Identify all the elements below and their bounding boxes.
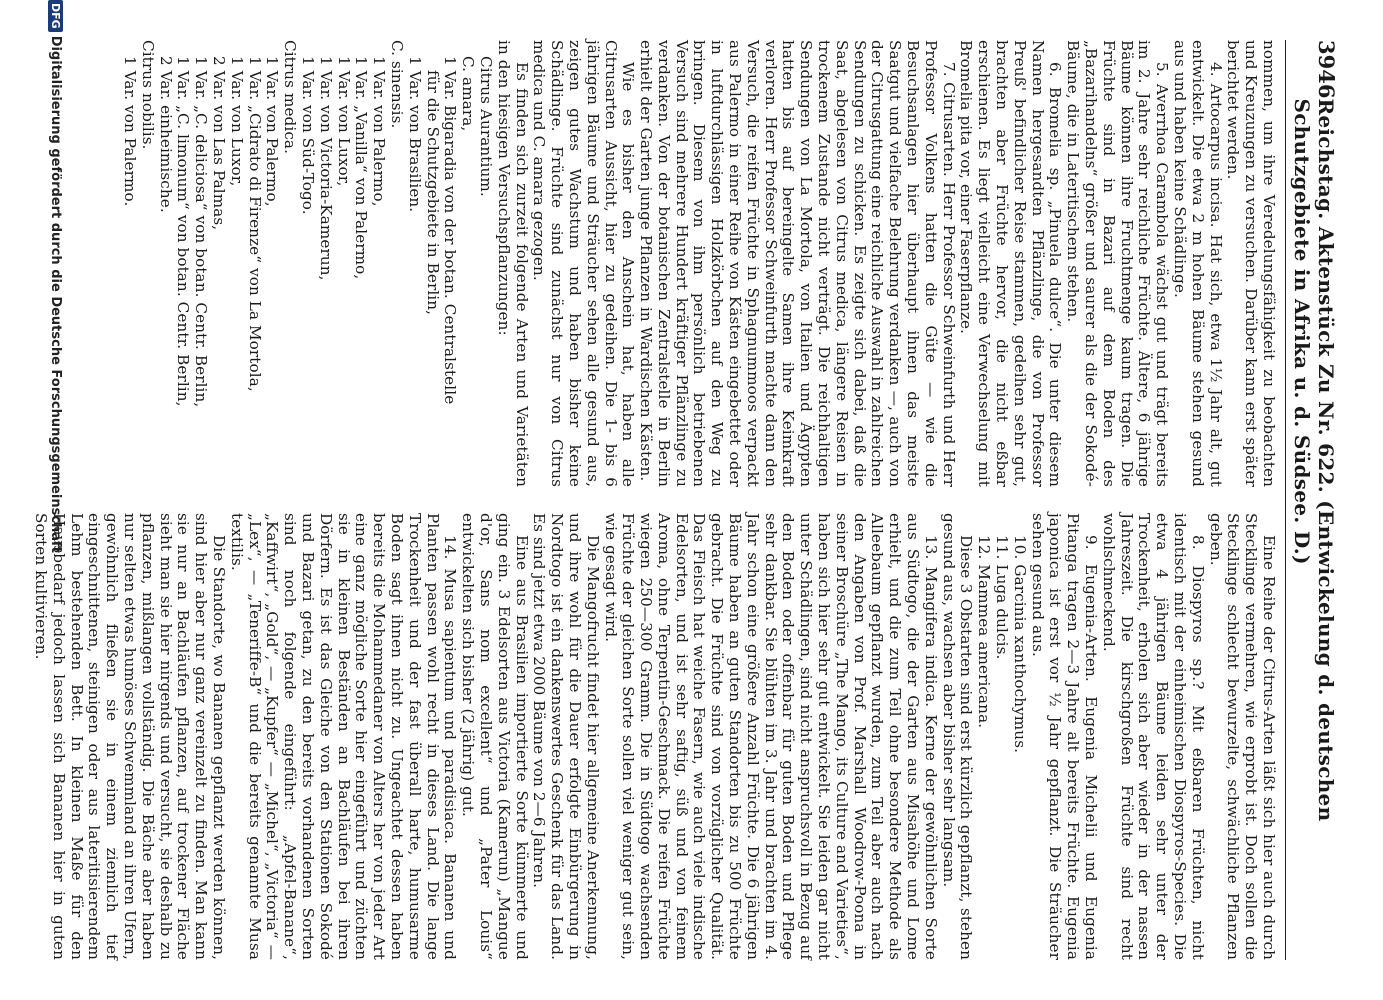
list-item: 1 Var. von Palermo, — [370, 56, 389, 207]
list-item: 1 Var. von Victoria-Kamerun, — [316, 56, 335, 281]
right-column — [31, 513, 1277, 960]
paragraph: 11. Luga dulcis. — [993, 535, 1012, 660]
variety-list — [120, 40, 494, 487]
list-item: 2 Var. einheimische. — [156, 56, 175, 213]
running-title: Reichstag. Aktenstück Zu Nr. 622. (Entwickelung d. deutschen Schutzgebiete in Afrika u. d. Südsee. D.) — [1290, 98, 1338, 822]
page-header — [1285, 40, 1339, 960]
paragraph: Wie es bisher den Anschein hat, haben alle Citrusarten Aussicht, hier zu gedeihen. Die 1- bis 6 jährigen Bäume und Sträucher sehen alle gesund aus, zeigen gutes Wachstum und haben bisher keine Schädlinge. Früchte sind zunächst nur von Citrus medica und C. amara gezogen. — [530, 40, 638, 487]
list-item: 1 Var. Bigaradia von der botan. Centralstelle — [441, 56, 460, 405]
page-number: 3946 — [1314, 40, 1339, 99]
digitization-credit — [48, 0, 63, 1000]
credit-text: Digitalisierung gefördert durch die Deutsche Forschungsgemeinschaft — [48, 35, 63, 553]
list-item: 1 Var. von Luxor, — [227, 56, 246, 187]
left-column — [31, 40, 1277, 487]
paragraph: 10. Garcinia xanthochymus. — [1010, 535, 1029, 754]
paragraph: Es finden sich zurzeit folgende Arten und Varietäten in den hiesigen Versuchspflanzungen: — [494, 40, 531, 487]
paragraph: 12. Mammea americana. — [975, 535, 994, 729]
list-item: C. amara, — [459, 56, 478, 132]
paragraph: nommen, um ihre Veredelungsfähigkeit zu beobachten und Kreuzungen zu versuchen. Darüber kann erst später berichtet werden. — [1224, 40, 1278, 487]
list-item: 1 Var. „C. limonum“ von botan. Centr. Berlin, — [174, 56, 193, 407]
paragraph: 13. Mangifera indica. Kerne der gewöhnlichen Sorte aus Südtogo, die der Garten aus Misahöhe und Lome erhielt, und die zum Teil ohne besondere Methode als Alleebaum gepflanzt wurden, zum Teil aber auch nach den Angaben von Prof. Marshall Woodrow-Poona in seiner Broschüre „The Mango, its Culture and Varieties“, haben sich hier sehr gut entwickelt. Sie leiden gar nicht unter Schädlingen, sind nicht anspruchsvoll in Bezug auf den Boden oder offenbar für guten Boden und Pflege sehr dankbar. Sie blühten im 3. Jahr und brachten im 4. Jahr schon eine größere Anzahl Früchte. Die 6 jährigen Bäume haben an guten Standorten bis zu 500 Früchte gebracht. Die Früchte sind von vorzüglicher Qualität. Das Fleisch hat weiche Fasern, wie auch viele indische Edelsorten, und ist sehr saftig, süß und von feinem Aroma, ohne Terpentin-Geschmack. Die reifen Früchte wiegen 250—300 Gramm. Die in Südtogo wachsenden Früchte der gleichen Sorte sollen viel weniger gut sein, wie gesagt wird. — [601, 513, 940, 960]
list-item: 1 Var. von Palermo, — [263, 56, 282, 207]
paragraph: 9. Eugenia-Arten. Eugenia Michelii und Eugenia Pitanga tragen 2—3 Jahre alt bereits Früchte. Eugenia japonica ist erst vor ½ Jahr gepflanzt. Die Sträucher sehen gesund aus. — [1028, 513, 1101, 960]
paragraph: Diese 3 Obstarten sind erst kürzlich gepflanzt, stehen gesund aus, wachsen aber bisher sehr langsam. — [939, 513, 976, 960]
paragraph: Die Standorte, wo Bananen gepflanzt werden können, sind hier aber nur ganz vereinzelt zu finden. Man kann sie nur an Bachläufen pflanzen, auf trockener Fläche sieht man sie hier nirgends und versucht, sie deshalb zu pflanzen, mißlangen vollständig. Die Bäche aber haben nur selten etwas humöses Schwemmland an ihren Ufern, gewöhnlich fließen sie in einem ziemlich tief eingeschnittenen, steinigen oder aus lateritisierendem Lehm bestehenden Bett. In kleinen Maße für den Hausbedarf jedoch lassen sich Bananen hier in guten Sorten kultivieren. — [32, 513, 228, 960]
paragraph: 7. Citrusarten. Herr Professor Schweinfurth und Herr Professor Volkens hatten die Güte — wie die Besuchsanlagen hier überhaupt ihnen das meiste Saatgut und vielfache Belehrung verdanken —, auch von der Citrusgattung eine reichliche Auswahl in zahlreichen Sendungen zu schicken. Es zeigte sich dabei, daß die Saat, abgelesen von Citrus medica, längere Reisen in trockenem Zustande nicht verträgt. Die reichhaltigen Sendungen von La Mortola, von Italien und Ägypten hatten bis auf bereingelte Samen ihre Keimkraft verloren. Herr Professor Schweinfurth machte dann den Versuch, die reifen Früchte in Sphagnummoos verpackt aus Palermo in einer Reihe von Kästen eingebettet oder in luftdurchlässigen Holzkörbchen auf den Weg zu bringen. Diesem von ihm persönlich betriebenen Versuch sind mehrere Hundert kräftiger Pflänzlinge zu verdanken. Von der botanischen Zentralstelle in Berlin erhielt der Garten junge Pflanzen in Wardischen Kästen. — [637, 40, 958, 487]
paragraph: 8. Diospyros sp.? Mit eßbaren Früchten, nicht identisch mit der einheimischen Diospyros-Species. Die etwa 4 jährigen Bäume leiden sehr unter der Trockenheit, erholen sich aber wieder in der nassen Jahreszeit. Die kirschgroßen Früchte sind recht wohlschmeckend. — [1099, 513, 1207, 960]
paragraph: Eine aus Brasilien importierte Sorte kümmerte und ging ein. 3 Edelsorten aus Victoria (Kamerun) „Mangue d'or, Sans nom excellent“ und „Pater Louis“ entwickelten sich bisher (2 jährig) gut. — [459, 513, 531, 960]
paragraph: 14. Musa sapientum und paradisiaca. Bananen und Planten passen wohl recht in dieses Land. Die lange Trockenheit und der fast überall harte, humusarme Boden sagt ihnen nicht zu. Ungeachtet dessen haben bereits die Mohammedaner von Alters her von jeder Art eine ganz mögliche Sorte hier eingeführt und züchten sie in kleinen Beständen an Bachläufen bei ihren Dörfern. Es ist das Gleiche von den Stationen Sokodé und Bazari getan, zu den bereits vorhandenen Sorten sind noch folgende eingeführt: „Apfel-Banane“, „Kaffwirt“, „Gold“, — „Kupfer“ — „Michel“, „Victoria“ — „Lex“, — „Teneriffe-B“ und die bereits genannte Musa textilis. — [227, 513, 460, 960]
list-item: 1 Var. von Süd-Togo. — [298, 56, 317, 215]
list-item: 1 Var. „C. deliciosa“ von botan. Centr. Berlin, — [192, 56, 211, 408]
list-item: für die Schutzgebiete in Berlin, — [423, 70, 442, 316]
paragraph: Eine Reihe der Citrus-Arten läßt sich hier auch durch Stecklinge vermehren, wie erprobt ist. Doch sollen die Stecklinge schlecht bewurzelte, schwächliche Pflanzen geben. — [1206, 513, 1278, 960]
list-heading: C. sinensis. — [387, 40, 406, 129]
list-item: 1 Var. „Vanilla“ von Palermo, — [352, 56, 371, 280]
paragraph: 6. Bromelia sp. „Pinuela dulce“. Die unter diesem Namen hergesandten Pflänzlinge, die von Professor Preuß' befindlicher Reise stammen, gedeihen sehr gut, brachten aber Früchte hervor, die nicht eßbar erschienen. Es liegt vielleicht eine Verwechselung mit Bromelia pita vor, einer Faserpflanze. — [957, 40, 1065, 487]
list-item: 2 Var. von Las Palmas, — [209, 56, 228, 231]
text-columns — [31, 40, 1277, 960]
list-heading: Citrus medica. — [281, 40, 300, 155]
paragraph: 4. Artocarpus incisa. Hat sich, etwa 1½ Jahr alt, gut entwickelt. Die etwa 2 m hohen Bäume stehen gesund aus und haben keine Schädlinge. — [1171, 40, 1225, 487]
list-item: Citrus Aurantium. — [476, 56, 495, 197]
list-item: 1 Var. von Luxor, — [334, 56, 353, 187]
paragraph: Die Mangofrucht findet hier allgemeine Anerkennung, und ihre wohl für die Dauer erfolgte Einbürgerung in Nordtogo ist ein dankenswertes Geschenk für das Land. Es sind jetzt etwa 2000 Bäume von 2—6 Jahren. — [530, 513, 602, 960]
list-item: 1 Var. von Palermo. — [121, 56, 139, 207]
list-item: 1 Var. „Cidrato di Firenze“ von La Mortola, — [245, 56, 264, 392]
list-heading: Citrus nobilis. — [138, 40, 157, 150]
paragraph: 5. Averrhoa Carambola wächst gut und trägt bereits im 2. Jahre sehr reichliche Früchte. Ältere, 6 jährige Bäume können ihre Fruchtmenge kaum tragen. Die Früchte sind in Bazari auf dem Boden des „Bazarihandelns“ größer und saurer als die der Sokodé-Bäume, die in Lateritischem stehen. — [1064, 40, 1172, 487]
dfg-logo: DFG — [48, 0, 63, 32]
list-item: 1 Var. von Brasilien. — [405, 56, 424, 213]
